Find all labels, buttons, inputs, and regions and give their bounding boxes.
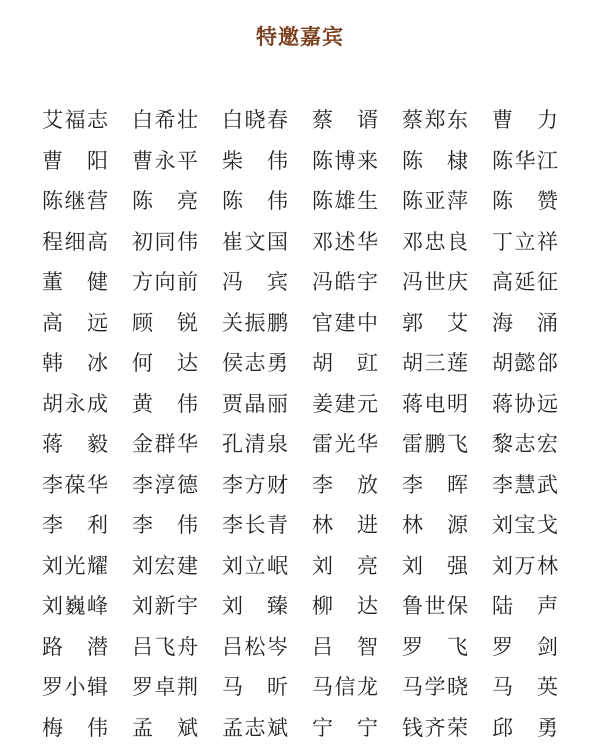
guest-name: 吕 智 [312,634,378,659]
guest-name: 陈 亮 [132,189,198,214]
guest-name: 李 放 [312,472,378,497]
guest-name: 曹 永 平 [132,148,198,173]
guest-name: 罗 卓 荆 [132,675,198,700]
page-title: 特邀嘉宾 [256,25,344,49]
guest-name: 罗 剑 [492,634,558,659]
guest-name: 梅 伟 [42,715,108,740]
guest-name: 马 英 [492,675,558,700]
guest-name: 刘 宝 戈 [492,513,558,538]
guest-name: 白 晓 春 [222,108,288,133]
guest-name: 陆 声 [492,594,558,619]
guest-name: 孟 志 斌 [222,715,288,740]
guest-name: 陈 继 营 [42,189,108,214]
guest-name: 黎 志 宏 [492,432,558,457]
guest-name: 钱 齐 荣 [402,715,468,740]
guest-name: 程 细 高 [42,229,108,254]
guest-name: 郭 艾 [402,310,468,335]
guest-name: 刘 光 耀 [42,553,108,578]
guest-name: 陈 棣 [402,148,468,173]
guest-name: 刘 强 [402,553,468,578]
guest-name: 官 建 中 [312,310,378,335]
guest-name: 刘 万 林 [492,553,558,578]
guest-name: 陈 博 来 [312,148,378,173]
guest-name: 刘 立 岷 [222,553,288,578]
guest-name: 黄 伟 [132,391,198,416]
guest-name: 孟 斌 [132,715,198,740]
guest-name: 何 达 [132,351,198,376]
guest-name: 陈 华 江 [492,148,558,173]
guest-name: 冯 皓 宇 [312,270,378,295]
guest-name: 李 淳 德 [132,472,198,497]
guest-name: 林 源 [402,513,468,538]
guest-name: 胡 豇 [312,351,378,376]
guest-name: 邱 勇 [492,715,558,740]
guest-name: 李 长 青 [222,513,288,538]
guest-name: 陈 赞 [492,189,558,214]
guest-name: 金 群 华 [132,432,198,457]
guest-name: 刘 亮 [312,553,378,578]
guest-name: 丁 立 祥 [492,229,558,254]
guest-name: 李 晖 [402,472,468,497]
guest-name: 鲁 世 保 [402,594,468,619]
guest-name: 孔 清 泉 [222,432,288,457]
guest-name: 吕 松 岑 [222,634,288,659]
guest-name: 雷 光 华 [312,432,378,457]
guest-name: 马 学 晓 [402,675,468,700]
guest-name: 艾 福 志 [42,108,108,133]
guest-name: 冯 宾 [222,270,288,295]
guest-name: 刘 巍 峰 [42,594,108,619]
guest-name: 蔡 谞 [312,108,378,133]
guest-name: 胡 懿 郃 [492,351,558,376]
guest-name: 雷 鹏 飞 [402,432,468,457]
guest-name: 冯 世 庆 [402,270,468,295]
guest-name: 路 潜 [42,634,108,659]
guest-name: 李 伟 [132,513,198,538]
guest-name: 曹 阳 [42,148,108,173]
guest-name: 邓 述 华 [312,229,378,254]
guest-name: 吕 飞 舟 [132,634,198,659]
guest-name: 侯 志 勇 [222,351,288,376]
guest-name: 胡 三 莲 [402,351,468,376]
guest-name: 蔡 郑 东 [402,108,468,133]
guest-name: 韩 冰 [42,351,108,376]
guest-name: 董 健 [42,270,108,295]
guest-name-grid [42,100,562,748]
guest-name: 高 远 [42,310,108,335]
guest-name: 蒋 协 远 [492,391,558,416]
guest-name: 陈 伟 [222,189,288,214]
guest-name: 姜 建 元 [312,391,378,416]
guest-name: 刘 臻 [222,594,288,619]
guest-name: 白 希 壮 [132,108,198,133]
guest-name: 罗 小 辑 [42,675,108,700]
guest-name: 柴 伟 [222,148,288,173]
guest-name: 李 方 财 [222,472,288,497]
guest-name: 马 昕 [222,675,288,700]
guest-name: 林 进 [312,513,378,538]
guest-name: 李 葆 华 [42,472,108,497]
guest-name: 陈 雄 生 [312,189,378,214]
guest-name: 邓 忠 良 [402,229,468,254]
guest-name: 关 振 鹏 [222,310,288,335]
guest-name: 蒋 毅 [42,432,108,457]
guest-name: 马 信 龙 [312,675,378,700]
guest-name: 曹 力 [492,108,558,133]
guest-name: 宁 宁 [312,715,378,740]
guest-name: 陈 亚 萍 [402,189,468,214]
guest-name: 贾 晶 丽 [222,391,288,416]
guest-name: 罗 飞 [402,634,468,659]
guest-name: 顾 锐 [132,310,198,335]
guest-name: 海 涌 [492,310,558,335]
guest-name: 李 利 [42,513,108,538]
guest-name: 胡 永 成 [42,391,108,416]
guest-name: 李 慧 武 [492,472,558,497]
guest-name: 初 同 伟 [132,229,198,254]
guest-name: 高 延 征 [492,270,558,295]
guest-name: 刘 新 宇 [132,594,198,619]
guest-name: 蒋 电 明 [402,391,468,416]
guest-name: 崔 文 国 [222,229,288,254]
guest-name: 柳 达 [312,594,378,619]
guest-name: 方 向 前 [132,270,198,295]
guest-name: 刘 宏 建 [132,553,198,578]
